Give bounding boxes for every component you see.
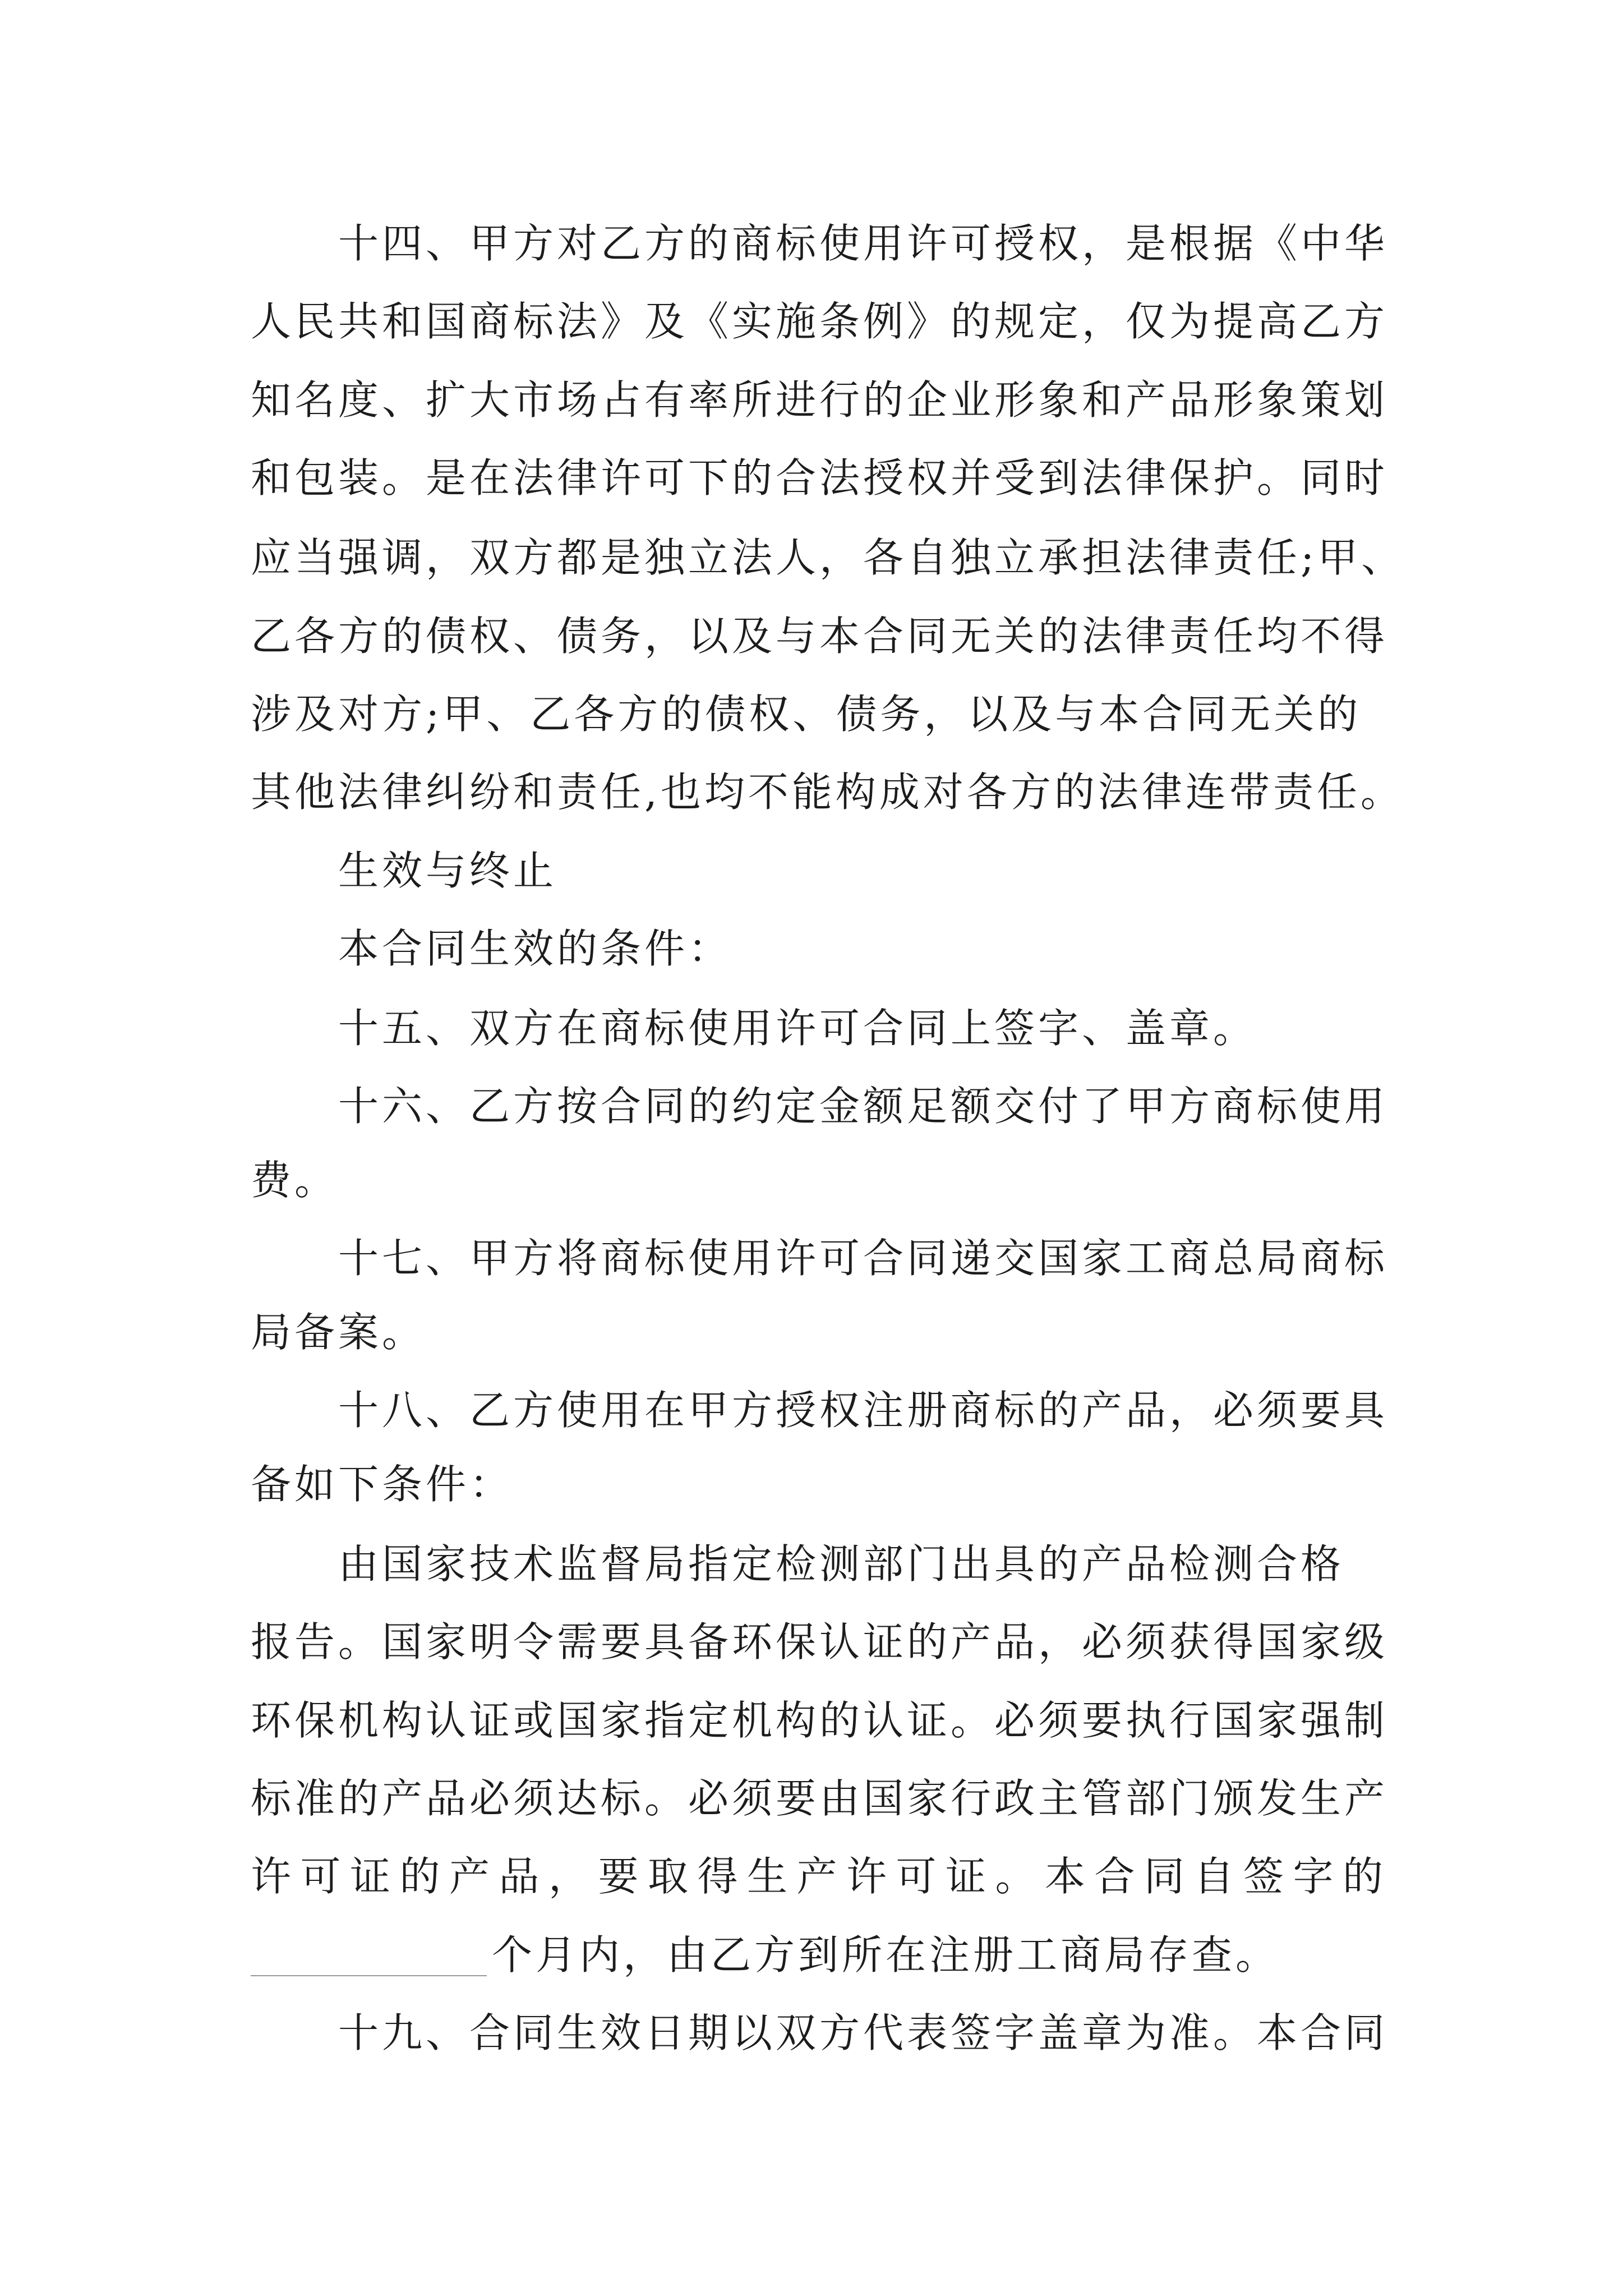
paragraph-line: 人民共和国商标法》及《实施条例》的规定，仅为提高乙方 — [251, 298, 1389, 345]
paragraph-line: 环保机构认证或国家指定机构的认证。必须要执行国家强制 — [251, 1697, 1389, 1744]
clause-line: 十七、甲方将商标使用许可合同递交国家工商总局商标 — [338, 1235, 1389, 1282]
paragraph-line: 由国家技术监督局指定检测部门出具的产品检测合格 — [338, 1540, 1345, 1588]
section-heading: 生效与终止 — [338, 847, 557, 894]
paragraph-line: 知名度、扩大市场占有率所进行的企业形象和产品形象策划 — [251, 376, 1389, 424]
clause-line: 十八、乙方使用在甲方授权注册商标的产品，必须要具 — [338, 1387, 1389, 1434]
paragraph-line: 许可证的产品，要取得生产许可证。本合同自签字的 — [251, 1853, 1393, 1900]
clause-line: 局备案。 — [251, 1309, 426, 1356]
paragraph-line: 个月内，由乙方到所在注册工商局存查。 — [492, 1931, 1280, 1978]
paragraph-line: 乙各方的债权、债务，以及与本合同无关的法律责任均不得 — [251, 613, 1389, 660]
clause-line: 费。 — [251, 1157, 339, 1204]
paragraph-line: 报告。国家明令需要具备环保认证的产品，必须获得国家级 — [251, 1618, 1389, 1665]
paragraph-line: 和包装。是在法律许可下的合法授权并受到法律保护。同时 — [251, 454, 1389, 501]
paragraph-line: 十四、甲方对乙方的商标使用许可授权，是根据《中华 — [338, 220, 1389, 267]
paragraph-line: 本合同生效的条件： — [338, 925, 732, 972]
clause-line: 十五、双方在商标使用许可合同上签字、盖章。 — [338, 1005, 1257, 1052]
paragraph-line: 应当强调，双方都是独立法人，各自独立承担法律责任;甲、 — [251, 534, 1405, 581]
blank-underline — [251, 1975, 487, 1976]
paragraph-line: 其他法律纠纷和责任,也均不能构成对各方的法律连带责任。 — [251, 769, 1404, 816]
clause-line: 十九、合同生效日期以双方代表签字盖章为准。本合同 — [338, 2009, 1389, 2056]
clause-line: 备如下条件： — [251, 1461, 514, 1508]
clause-line: 十六、乙方按合同的约定金额足额交付了甲方商标使用 — [338, 1083, 1389, 1130]
paragraph-line: 标准的产品必须达标。必须要由国家行政主管部门颁发生产 — [251, 1775, 1389, 1822]
paragraph-line: 涉及对方;甲、乙各方的债权、债务，以及与本合同无关的 — [251, 691, 1362, 738]
